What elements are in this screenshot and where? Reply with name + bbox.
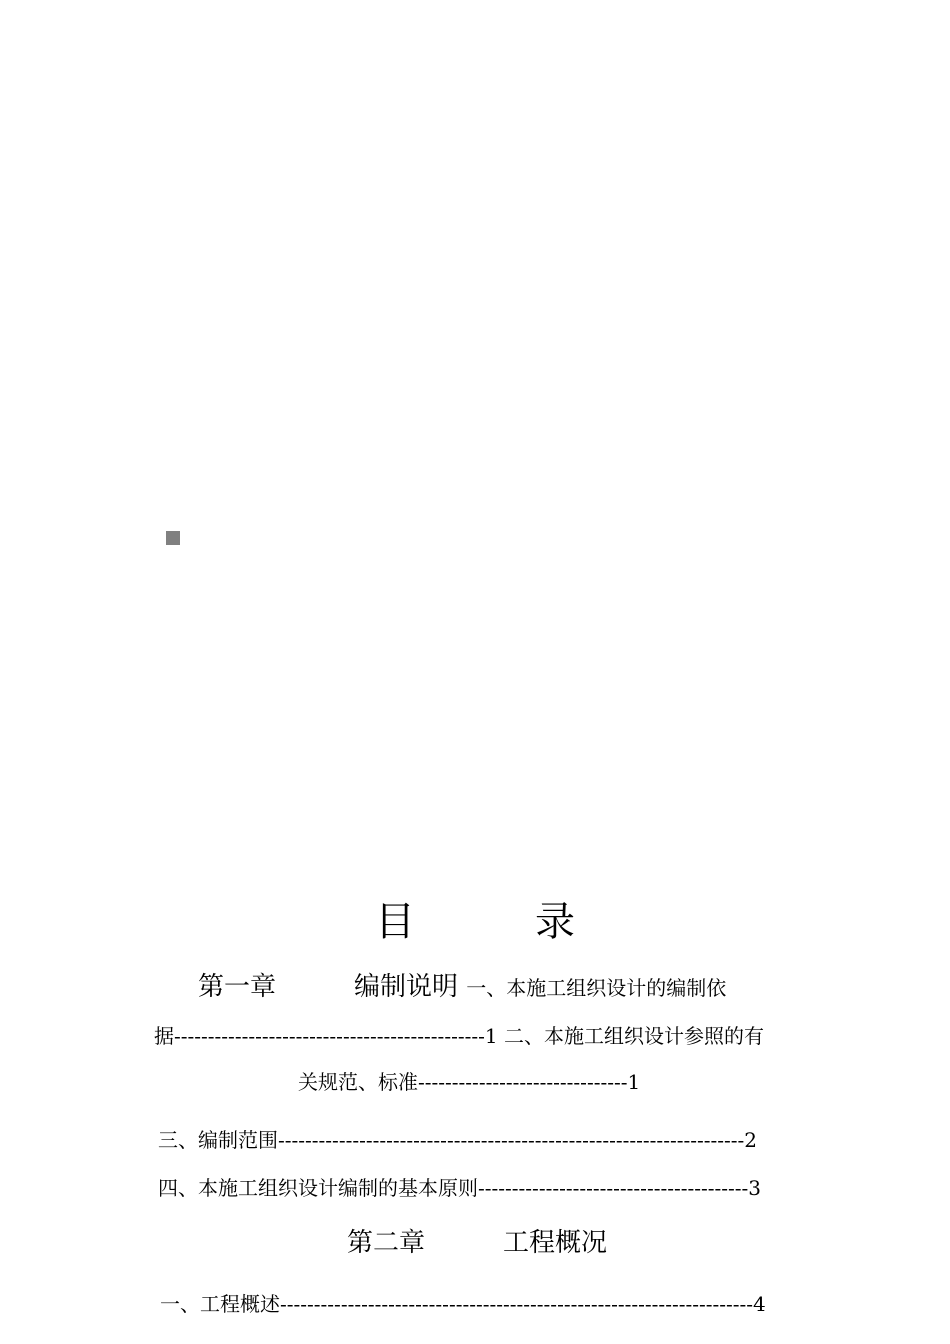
toc-entry-1-start: 一、本施工组织设计的编制依 (466, 976, 727, 1000)
chapter-1-label: 第一章 编制说明 (198, 972, 459, 1002)
toc-entry-4: 四、本施工组织设计编制的基本原则----------------------------------------3 (158, 1176, 762, 1200)
toc-title: 目 录 (375, 899, 575, 945)
toc-entry-3: 三、编制范围---------------------------------------------------------------------2 (158, 1128, 758, 1152)
toc-line-3: 关规范、标准-------------------------------1 (298, 1070, 641, 1094)
bullet-marker (166, 531, 180, 545)
chapter-1-heading (198, 970, 726, 1005)
chapter-2-heading: 第二章 工程概况 (347, 1228, 608, 1258)
toc-line-2: 据----------------------------------------------1 二、本施工组织设计参照的有 (154, 1024, 764, 1048)
toc-entry-5: 一、工程概述----------------------------------------------------------------------4 (160, 1292, 766, 1316)
